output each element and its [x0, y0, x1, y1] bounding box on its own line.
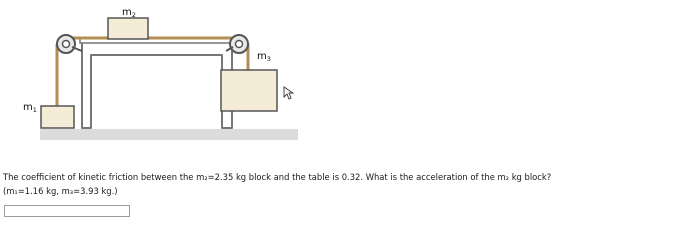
floor: [40, 129, 298, 140]
pulley-diagram: [0, 0, 310, 140]
label-m3: $m_3$: [257, 51, 271, 63]
block-m1: [41, 106, 74, 128]
cursor-icon: [284, 87, 293, 99]
answer-input[interactable]: [4, 205, 130, 217]
question-line-1: The coefficient of kinetic friction between the m₂=2.35 kg block and the table is 0.32. What is the acceleration of the m₂ kg block?: [3, 172, 552, 182]
label-m1: $m_1$: [23, 102, 37, 114]
question-text: [3, 170, 697, 198]
block-m2: [108, 18, 148, 39]
label-m2: $m_2$: [122, 7, 136, 19]
question-line-2: (m₁=1.16 kg, m₃=3.93 kg.): [3, 186, 118, 196]
table: [82, 41, 232, 128]
block-m3: [221, 70, 277, 111]
